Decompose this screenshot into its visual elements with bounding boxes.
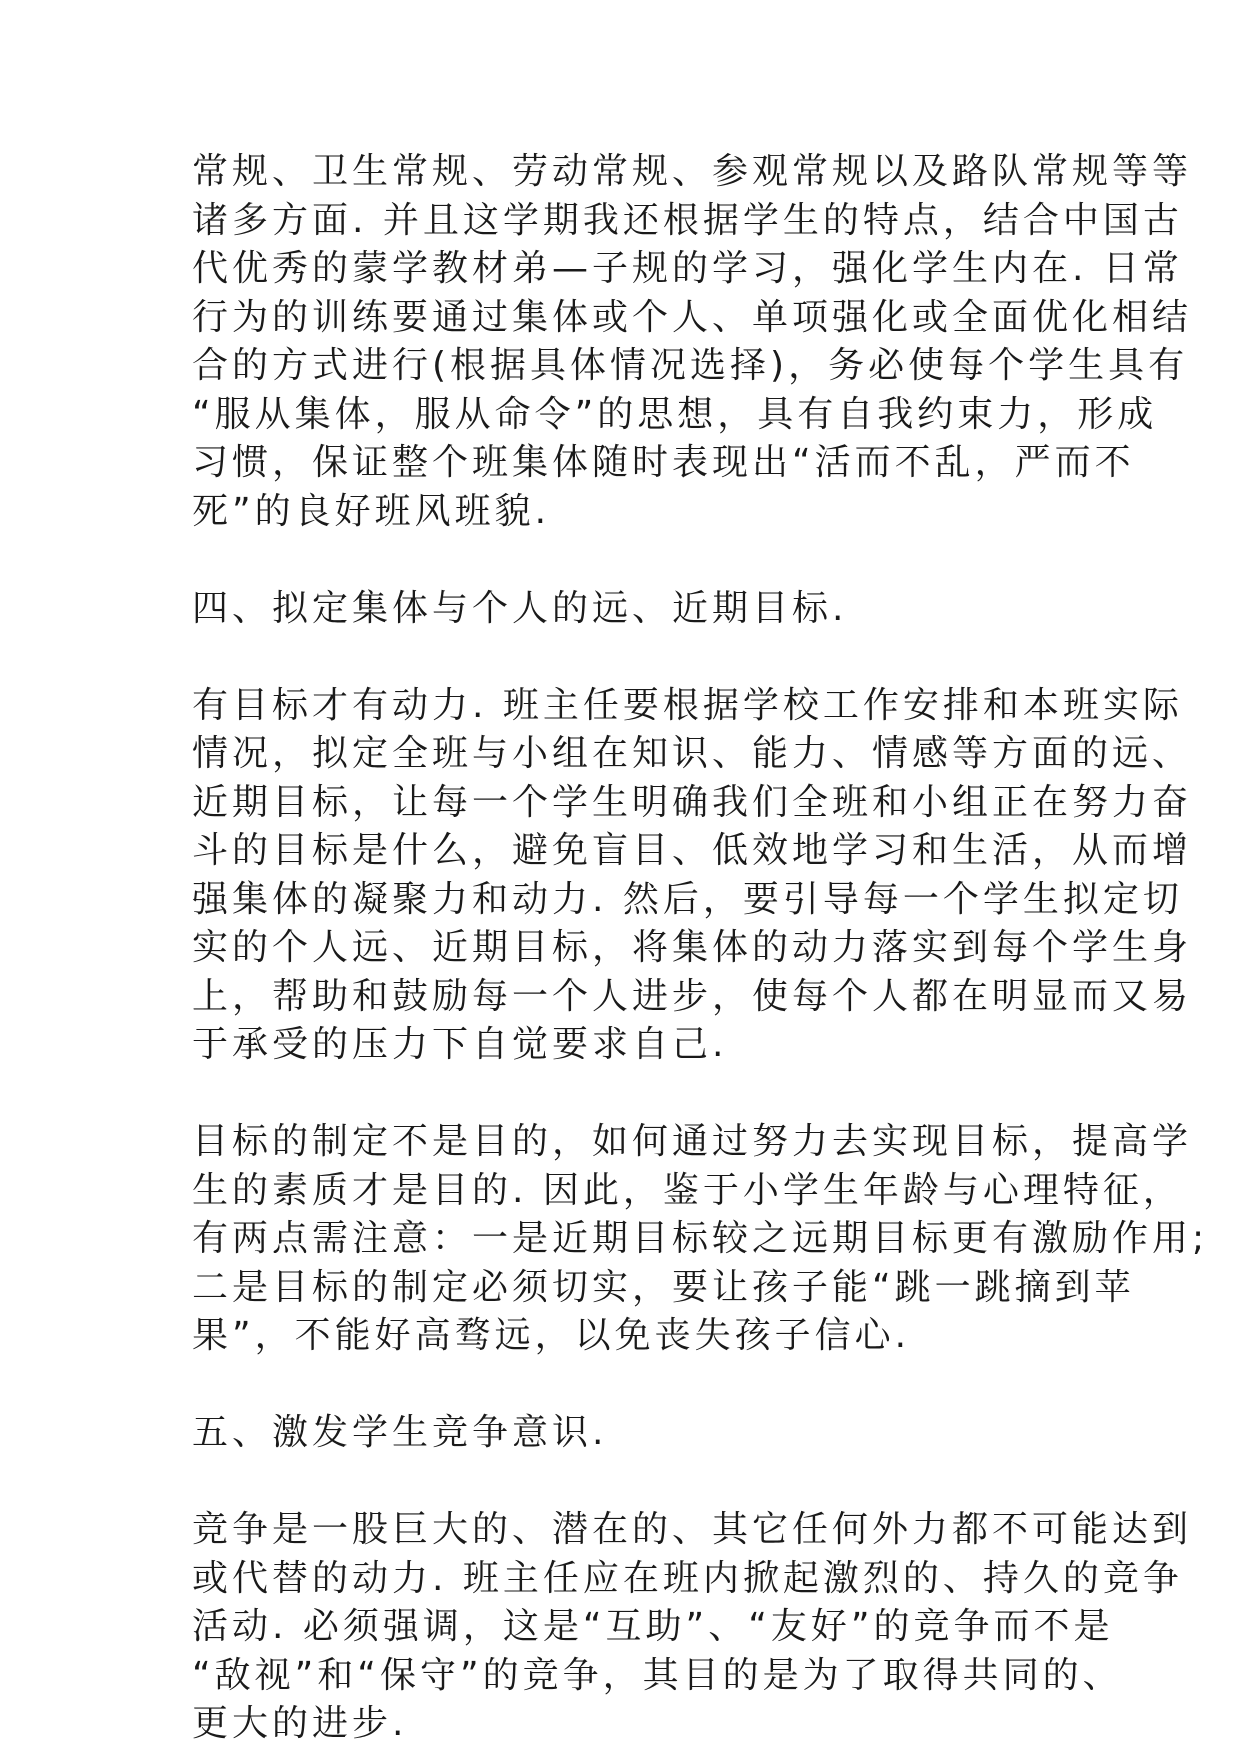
- paragraph-gap: [192, 1070, 1072, 1119]
- text-line: 近期目标，让每一个学生明确我们全班和小组正在努力奋: [192, 781, 1193, 823]
- text-line: 二是目标的制定必须切实，要让孩子能“跳一跳摘到苹: [192, 1266, 1135, 1308]
- section-heading-goals: [192, 585, 1072, 634]
- paragraph-class-routines: [192, 148, 1193, 536]
- text-line: 斗的目标是什么，避免盲目、低效地学习和生活，从而增: [192, 830, 1193, 871]
- text-line: 生的素质才是目的. 因此，鉴于小学生年龄与心理特征，: [192, 1169, 1183, 1211]
- text-line: 合的方式进行(根据具体情况选择)，务必使每个学生具有: [192, 345, 1189, 386]
- text-line: 代优秀的蒙学教材弟—子规的学习，强化学生内在. 日常: [192, 248, 1183, 289]
- paragraph-gap: [192, 633, 1072, 682]
- section-heading-competition: [192, 1409, 1072, 1458]
- text-line: 有目标才有动力. 班主任要根据学校工作安排和本班实际: [192, 684, 1183, 726]
- text-line: “敌视”和“保守”的竞争，其目的是为了取得共同的、: [192, 1654, 1123, 1696]
- text-line: 死”的良好班风班貌.: [192, 490, 551, 532]
- text-line: 情况，拟定全班与小组在知识、能力、情感等方面的远、: [192, 733, 1193, 774]
- text-line: 果”，不能好高骛远，以免丧失孩子信心.: [192, 1315, 911, 1356]
- text-line: 行为的训练要通过集体或个人、单项强化或全面优化相结: [192, 296, 1193, 338]
- paragraph-gap: [192, 536, 1072, 585]
- paragraph-competition: [192, 1506, 1193, 1749]
- section-heading: 四、拟定集体与个人的远、近期目标.: [192, 587, 848, 629]
- text-line: 强集体的凝聚力和动力. 然后，要引导每一个学生拟定切: [192, 878, 1183, 920]
- document-body: [192, 148, 1209, 1749]
- text-line: 实的个人远、近期目标，将集体的动力落实到每个学生身: [192, 927, 1193, 968]
- text-line: 更大的进步.: [192, 1703, 408, 1744]
- text-line: 有两点需注意：一是近期目标较之远期目标更有激励作用;: [192, 1218, 1209, 1259]
- text-line: 上，帮助和鼓励每一个人进步，使每个人都在明显而又易: [192, 975, 1193, 1017]
- paragraph-goals: [192, 682, 1193, 1070]
- text-line: 活动. 必须强调，这是“互助”、“友好”的竞争而不是: [192, 1606, 1114, 1647]
- paragraph-gap: [192, 1458, 1072, 1507]
- paragraph-gap: [192, 1361, 1072, 1410]
- text-line: 竞争是一股巨大的、潜在的、其它任何外力都不可能达到: [192, 1509, 1193, 1550]
- text-line: 或代替的动力. 班主任应在班内掀起激烈的、持久的竞争: [192, 1557, 1183, 1599]
- paragraph-goal-setting: [192, 1118, 1209, 1361]
- section-heading: 五、激发学生竞争意识.: [192, 1412, 608, 1453]
- text-line: “服从集体，服从命令”的思想，具有自我约束力，形成: [192, 393, 1158, 435]
- text-line: 于承受的压力下自觉要求自己.: [192, 1024, 728, 1065]
- text-line: 诸多方面. 并且这学期我还根据学生的特点，结合中国古: [192, 199, 1183, 241]
- text-line: 习惯，保证整个班集体随时表现出“活而不乱，严而不: [192, 442, 1135, 483]
- text-line: 目标的制定不是目的，如何通过努力去实现目标，提高学: [192, 1121, 1193, 1162]
- text-line: 常规、卫生常规、劳动常规、参观常规以及路队常规等等: [192, 151, 1193, 192]
